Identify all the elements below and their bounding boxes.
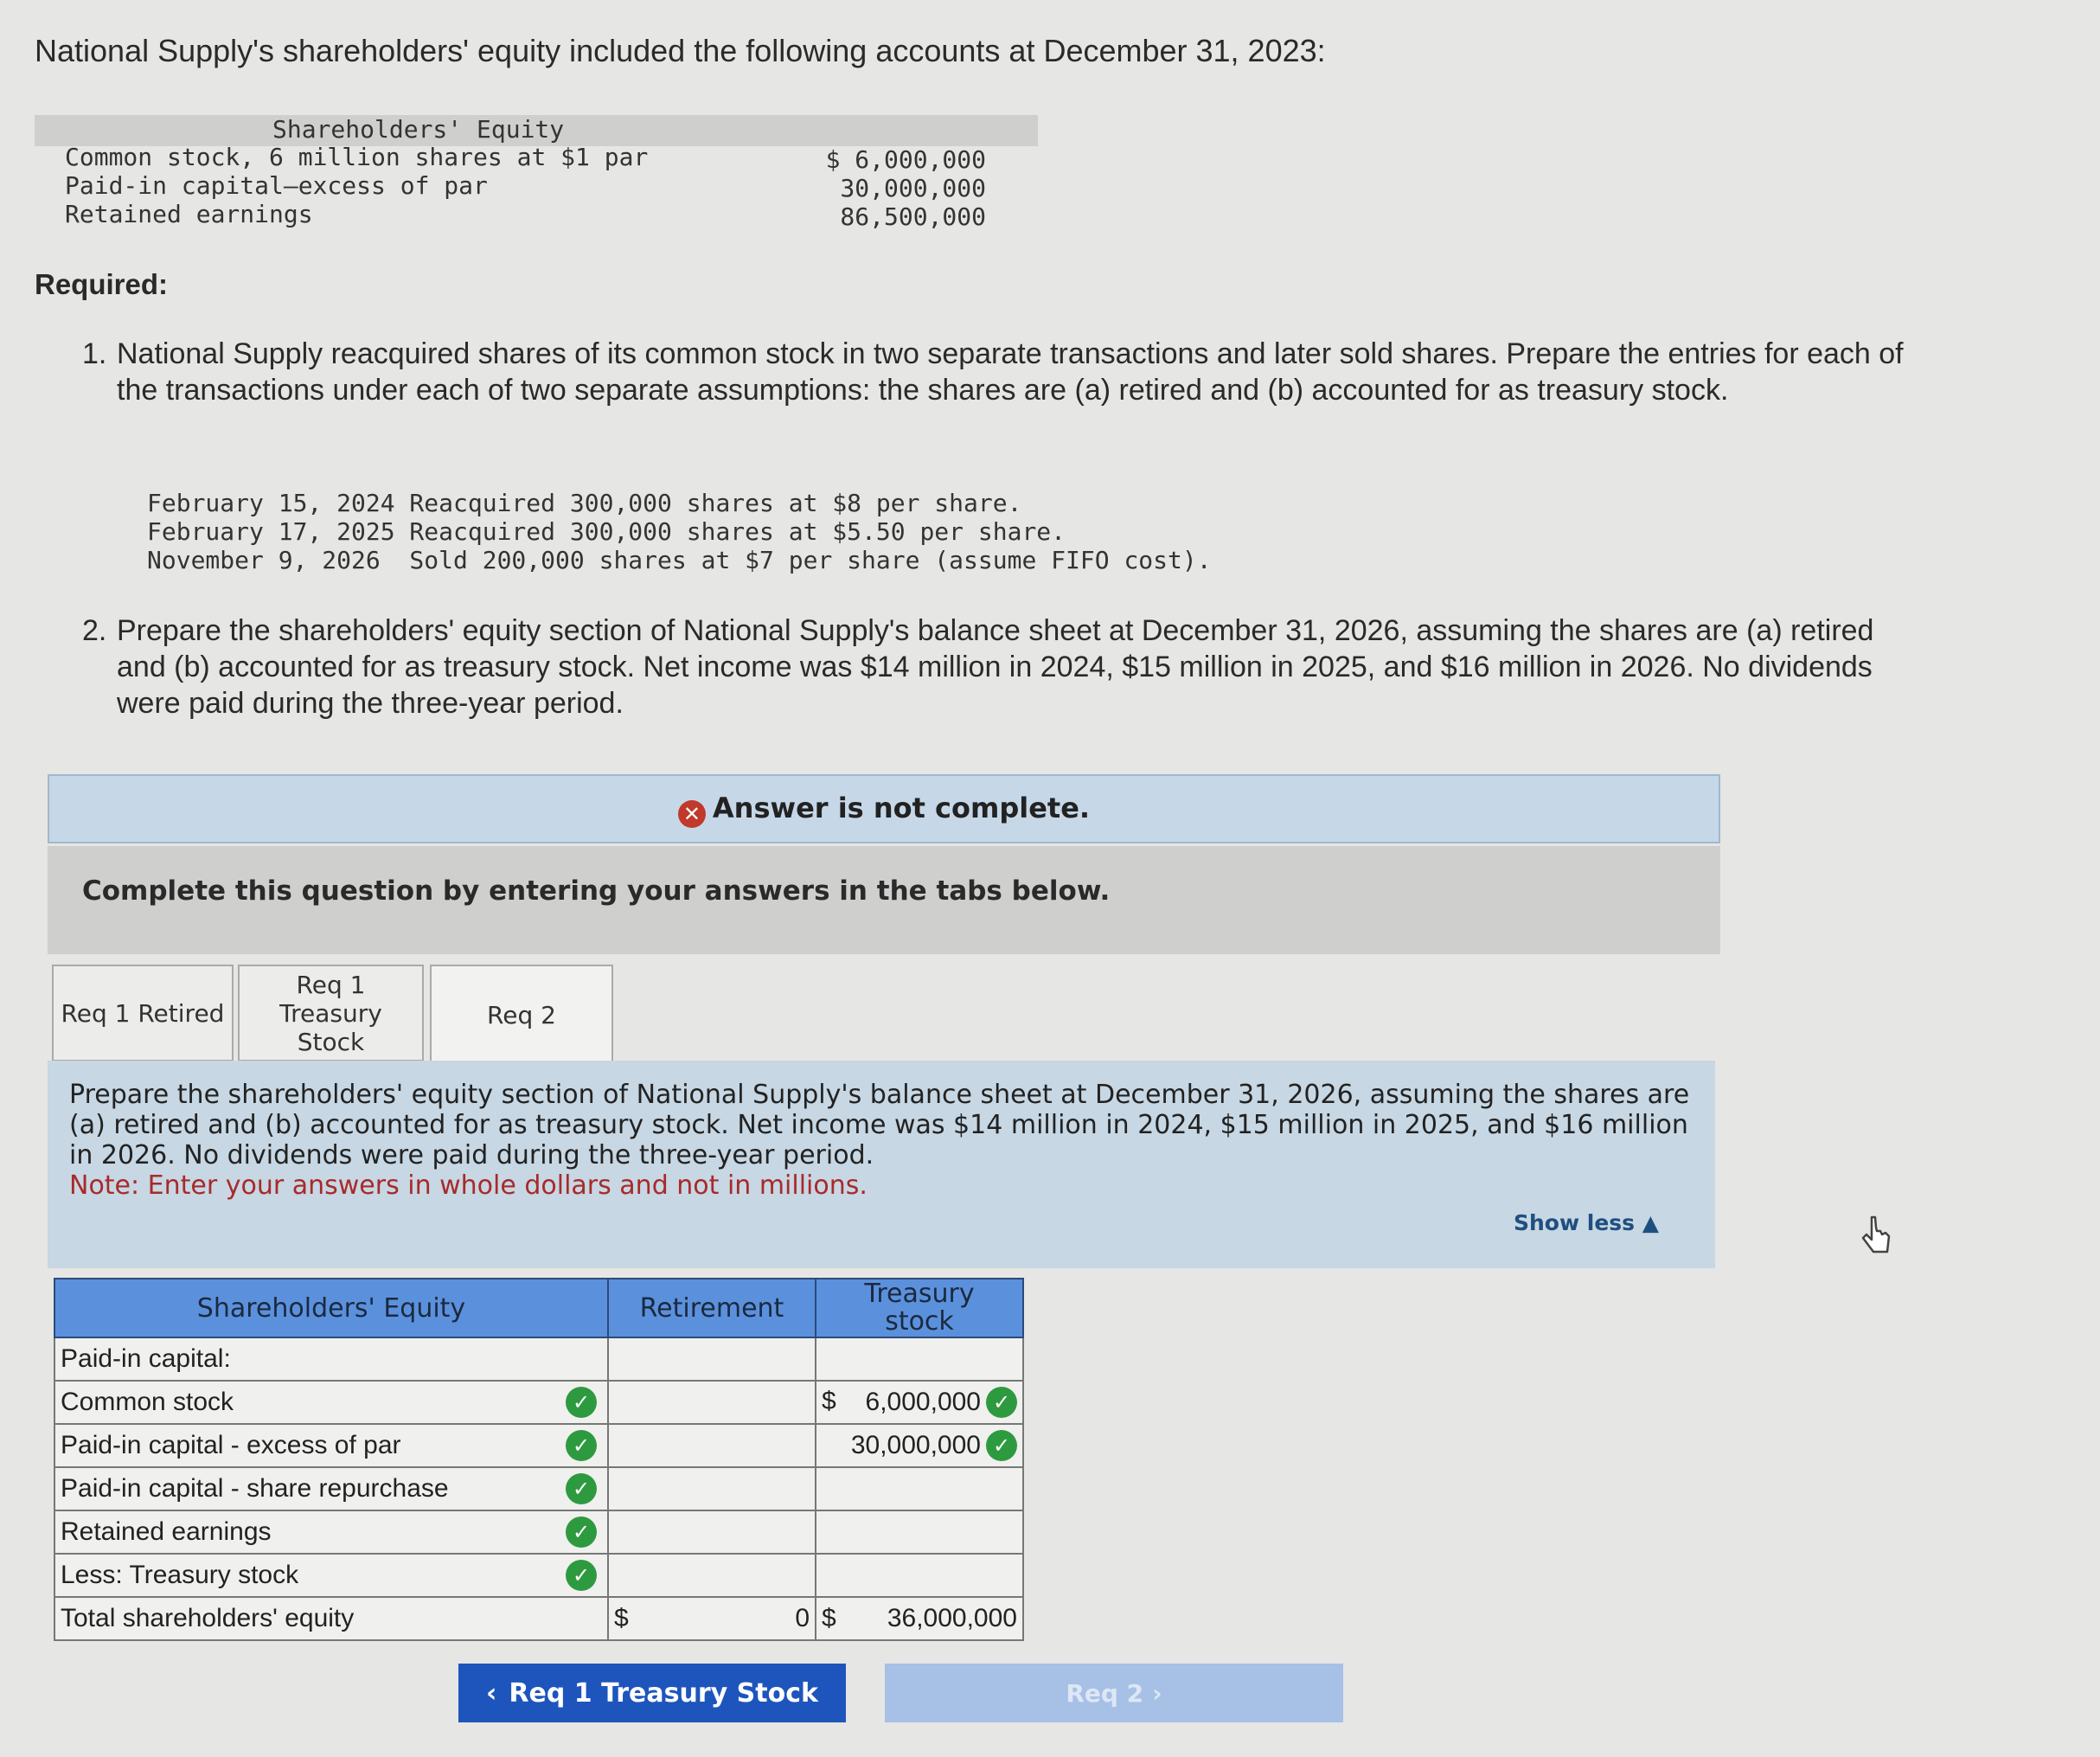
treasury-input[interactable] xyxy=(816,1510,1023,1554)
equity-row-label: Common stock, 6 million shares at $1 par xyxy=(65,143,649,171)
show-less-link[interactable]: Show less ▲ xyxy=(1513,1210,1659,1235)
table-row xyxy=(54,1467,1023,1510)
row-label: Paid-in capital - excess of par xyxy=(61,1431,401,1459)
mouse-cursor-icon xyxy=(1860,1215,1894,1261)
check-icon: ✓ xyxy=(566,1560,597,1591)
status-bar xyxy=(48,774,1720,843)
row-label-cell[interactable] xyxy=(54,1424,608,1467)
table-row xyxy=(54,1337,1023,1381)
table-row-total xyxy=(54,1597,1023,1640)
next-button[interactable] xyxy=(885,1664,1343,1722)
dollar-sign: $ xyxy=(822,1387,836,1415)
row-label-cell[interactable] xyxy=(54,1510,608,1554)
next-button-label: Req 2 xyxy=(1066,1678,1144,1708)
row-label: Total shareholders' equity xyxy=(54,1597,608,1640)
transaction-line: November 9, 2026 Sold 200,000 shares at $7 per share (assume FIFO cost). xyxy=(147,546,1212,574)
row-label-cell[interactable] xyxy=(54,1381,608,1424)
question-1 xyxy=(82,336,1907,408)
transaction-line: February 15, 2024 Reacquired 300,000 shares at $8 per share. xyxy=(147,489,1022,517)
error-x-icon: ✕ xyxy=(678,800,706,828)
check-icon: ✓ xyxy=(986,1430,1017,1461)
row-label: Retained earnings xyxy=(61,1517,272,1546)
table-row xyxy=(54,1424,1023,1467)
treasury-input[interactable] xyxy=(816,1554,1023,1597)
retirement-input[interactable] xyxy=(608,1424,816,1467)
check-icon: ✓ xyxy=(986,1387,1017,1418)
panel-text: Prepare the shareholders' equity section of National Supply's balance sheet at December 31, 2026, assuming the shares are (a) retired and (b) accounted for as treasury stock. Net income was $14 million in 2024, $15 million in 2025, and $16 million in 2026. No dividends were paid during the three-year period. xyxy=(69,1080,1690,1170)
retirement-input[interactable] xyxy=(608,1554,816,1597)
tab-req2[interactable]: Req 2 xyxy=(430,965,613,1064)
intro-text: National Supply's shareholders' equity included the following accounts at December 31, 2023: xyxy=(35,33,1326,68)
treasury-input[interactable] xyxy=(816,1424,1023,1467)
status-text: Answer is not complete. xyxy=(712,792,1091,824)
treasury-input[interactable] xyxy=(816,1467,1023,1510)
equity-header: Shareholders' Equity xyxy=(272,115,565,144)
triangle-up-icon: ▲ xyxy=(1642,1210,1659,1235)
retirement-cell xyxy=(608,1337,816,1381)
equity-row-label: Paid-in capital—excess of par xyxy=(65,171,488,200)
row-label: Paid-in capital: xyxy=(54,1337,608,1381)
table-row xyxy=(54,1554,1023,1597)
retirement-input[interactable] xyxy=(608,1467,816,1510)
row-label-cell[interactable] xyxy=(54,1467,608,1510)
question-2-text: Prepare the shareholders' equity section of National Supply's balance sheet at December 31, 2026, assuming the shares are (a) retired and (b) accounted for as treasury stock. Net income was $14 million in 2024, $15 million in 2025, and $16 million in 2026. No dividends were paid during the three-year period. xyxy=(117,614,1874,720)
prev-button-label: Req 1 Treasury Stock xyxy=(509,1677,818,1709)
required-label: Required: xyxy=(35,268,169,300)
dollar-sign: $ xyxy=(614,1604,629,1632)
dollar-sign: $ xyxy=(822,1604,836,1632)
question-2 xyxy=(82,612,1907,721)
table-row xyxy=(54,1510,1023,1554)
instruction-box xyxy=(48,846,1720,954)
chevron-right-icon: › xyxy=(1152,1678,1162,1708)
table-row xyxy=(54,1381,1023,1424)
tab-req1-treasury-stock[interactable]: Req 1 Treasury Stock xyxy=(238,965,424,1061)
row-label-cell[interactable] xyxy=(54,1554,608,1597)
equity-row-label: Retained earnings xyxy=(65,200,313,228)
check-icon: ✓ xyxy=(566,1387,597,1418)
panel-note: Note: Enter your answers in whole dollars and not in millions. xyxy=(69,1170,868,1201)
check-icon: ✓ xyxy=(566,1473,597,1504)
question-panel xyxy=(48,1061,1715,1268)
equity-row-value: 30,000,000 xyxy=(840,174,986,202)
retirement-total-value: 0 xyxy=(795,1604,810,1632)
retirement-input[interactable] xyxy=(608,1510,816,1554)
prev-button[interactable] xyxy=(458,1664,846,1722)
question-1-number: 1. xyxy=(82,337,107,370)
treasury-total-value: 36,000,000 xyxy=(887,1604,1017,1632)
header-retirement: Retirement xyxy=(608,1279,816,1337)
row-label: Less: Treasury stock xyxy=(61,1561,299,1589)
question-2-number: 2. xyxy=(82,614,107,647)
answer-table xyxy=(54,1278,1024,1641)
equity-row-value: 86,500,000 xyxy=(840,202,986,231)
equity-header-bar xyxy=(35,115,1038,146)
header-treasury-stock: Treasury stock xyxy=(816,1279,1023,1337)
question-1-text: National Supply reacquired shares of its common stock in two separate transactions and later sold shares. Prepare the entries for each of the transactions under each of two separate assumptions: the shares are (a) retired and (b) accounted for as treasury stock. xyxy=(117,337,1904,407)
treasury-cell xyxy=(816,1337,1023,1381)
retirement-total xyxy=(608,1597,816,1640)
instruction-text: Complete this question by entering your answers in the tabs below. xyxy=(82,875,1111,907)
equity-row-value: $ 6,000,000 xyxy=(825,145,986,174)
row-label: Paid-in capital - share repurchase xyxy=(61,1474,449,1503)
tab-req1-retired[interactable]: Req 1 Retired xyxy=(52,965,234,1061)
treasury-value: 6,000,000 xyxy=(865,1388,981,1416)
header-shareholders-equity: Shareholders' Equity xyxy=(54,1279,608,1337)
transaction-line: February 17, 2025 Reacquired 300,000 shares at $5.50 per share. xyxy=(147,517,1066,546)
retirement-input[interactable] xyxy=(608,1381,816,1424)
check-icon: ✓ xyxy=(566,1517,597,1548)
chevron-left-icon: ‹ xyxy=(486,1677,497,1709)
treasury-value: 30,000,000 xyxy=(850,1431,981,1459)
treasury-total xyxy=(816,1597,1023,1640)
check-icon: ✓ xyxy=(566,1430,597,1461)
treasury-input[interactable] xyxy=(816,1381,1023,1424)
row-label: Common stock xyxy=(61,1388,234,1416)
